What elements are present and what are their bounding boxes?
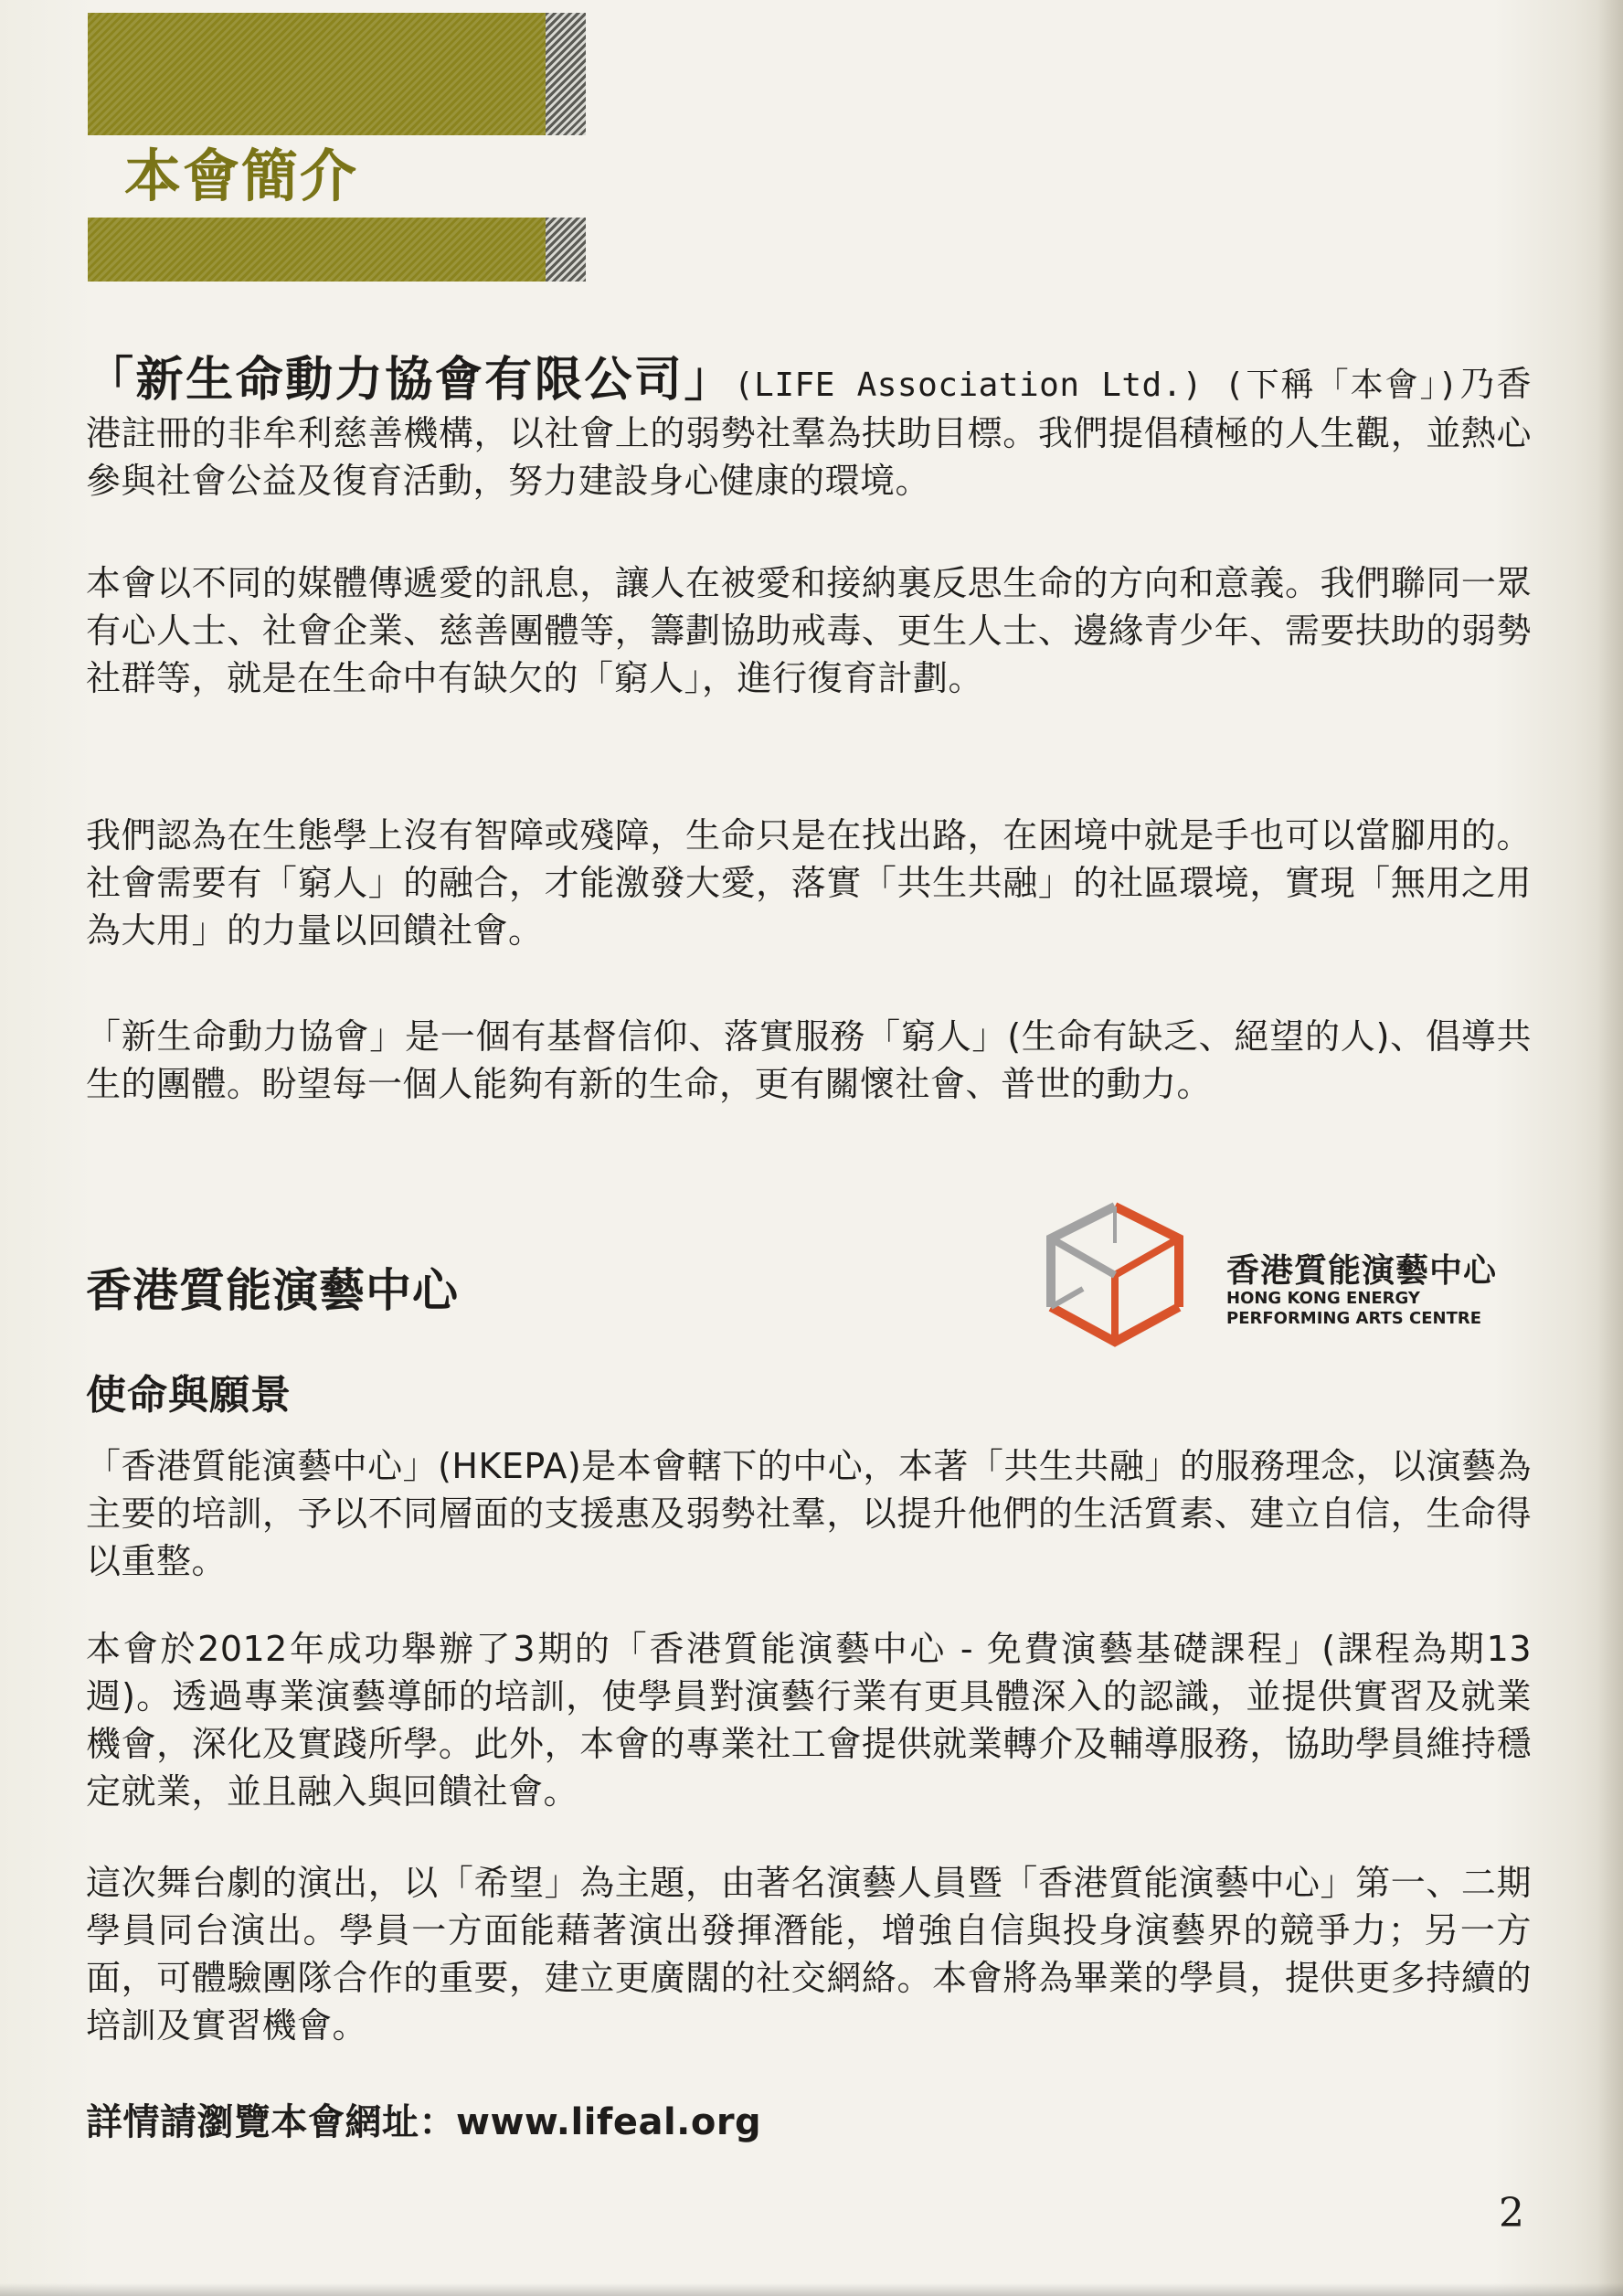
logo-chinese-name: 香港質能演藝中心 bbox=[1226, 1252, 1498, 1290]
centre-paragraph-1: 「香港質能演藝中心」(HKEPA)是本會轄下的中心，本著「共生共融」的服務理念，以演藝為主要的培訓，予以不同層面的支援惠及弱勢社羣，以提升他們的生活質素、建立自信，生命得以重整。 bbox=[86, 1446, 1532, 1581]
section-title: 本會簡介 bbox=[124, 143, 359, 209]
website-line: 詳情請瀏覽本會網址：www.lifeal.org bbox=[86, 2101, 762, 2143]
intro-paragraph-4: 「新生命動力協會」是一個有基督信仰、落實服務「窮人」(生命有缺乏、絕望的人)、倡導共生的團體。盼望每一個人能夠有新的生命，更有關懷社會、普世的動力。 bbox=[86, 1016, 1532, 1104]
intro-paragraph-1 bbox=[86, 353, 1532, 505]
centre-paragraph-3: 這次舞台劇的演出，以「希望」為主題，由著名演藝人員暨「香港質能演藝中心」第一、二期學員同台演出。學員一方面能藉著演出發揮潛能，增強自信與投身演藝界的競爭力；另一方面，可體驗團隊合作的重要，建立更廣闊的社交網絡。本會將為畢業的學員，提供更多持續的培訓及實習機會。 bbox=[86, 1863, 1532, 2046]
page-bottom-shadow bbox=[0, 2283, 1623, 2296]
intro-paragraph-1-text: 乃香港註冊的非牟利慈善機構，以社會上的弱勢社羣為扶助目標。我們提倡積極的人生觀，並熱心參與社會公益及復育活動，努力建設身心健康的環境。 bbox=[86, 364, 1532, 501]
header-band-bottom bbox=[88, 218, 586, 282]
centre-paragraph-2: 本會於2012年成功舉辦了3期的「香港質能演藝中心 - 免費演藝基礎課程」(課程為期13週)。透過專業演藝導師的培訓，使學員對演藝行業有更具體深入的認識，並提供實習及就業機會，深化及實踐所學。此外，本會的專業社工會提供就業轉介及輔導服務，協助學員維持穩定就業，並且融入與回饋社會。 bbox=[86, 1629, 1532, 1812]
header-band-top bbox=[88, 13, 586, 135]
intro-paragraph-2: 本會以不同的媒體傳遞愛的訊息，讓人在被愛和接納裏反思生命的方向和意義。我們聯同一眾有心人士、社會企業、慈善團體等，籌劃協助戒毒、更生人士、邊緣青少年、需要扶助的弱勢社群等，就是在生命中有缺欠的「窮人」，進行復育計劃。 bbox=[86, 563, 1532, 698]
org-name: 「新生命動力協會有限公司」 bbox=[86, 353, 734, 408]
org-english-name: (LIFE Association Ltd.) (下稱「本會」) bbox=[734, 367, 1459, 404]
page-number: 2 bbox=[1499, 2190, 1524, 2237]
page-edge-shadow bbox=[1597, 0, 1623, 2296]
hkepa-logo bbox=[1024, 1197, 1535, 1353]
hexagon-cube-icon bbox=[1024, 1197, 1206, 1353]
intro-paragraph-3: 我們認為在生態學上沒有智障或殘障，生命只是在找出路，在困境中就是手也可以當腳用的。社會需要有「窮人」的融合，才能激發大愛，落實「共生共融」的社區環境，實現「無用之用為大用」的力量以回饋社會。 bbox=[86, 815, 1532, 951]
logo-english-line-2: PERFORMING ARTS CENTRE bbox=[1226, 1309, 1482, 1328]
mission-vision-heading: 使命與願景 bbox=[86, 1372, 292, 1419]
logo-english-line-1: HONG KONG ENERGY bbox=[1226, 1289, 1420, 1308]
centre-heading: 香港質能演藝中心 bbox=[86, 1264, 459, 1317]
logo-english-name bbox=[1226, 1289, 1481, 1329]
